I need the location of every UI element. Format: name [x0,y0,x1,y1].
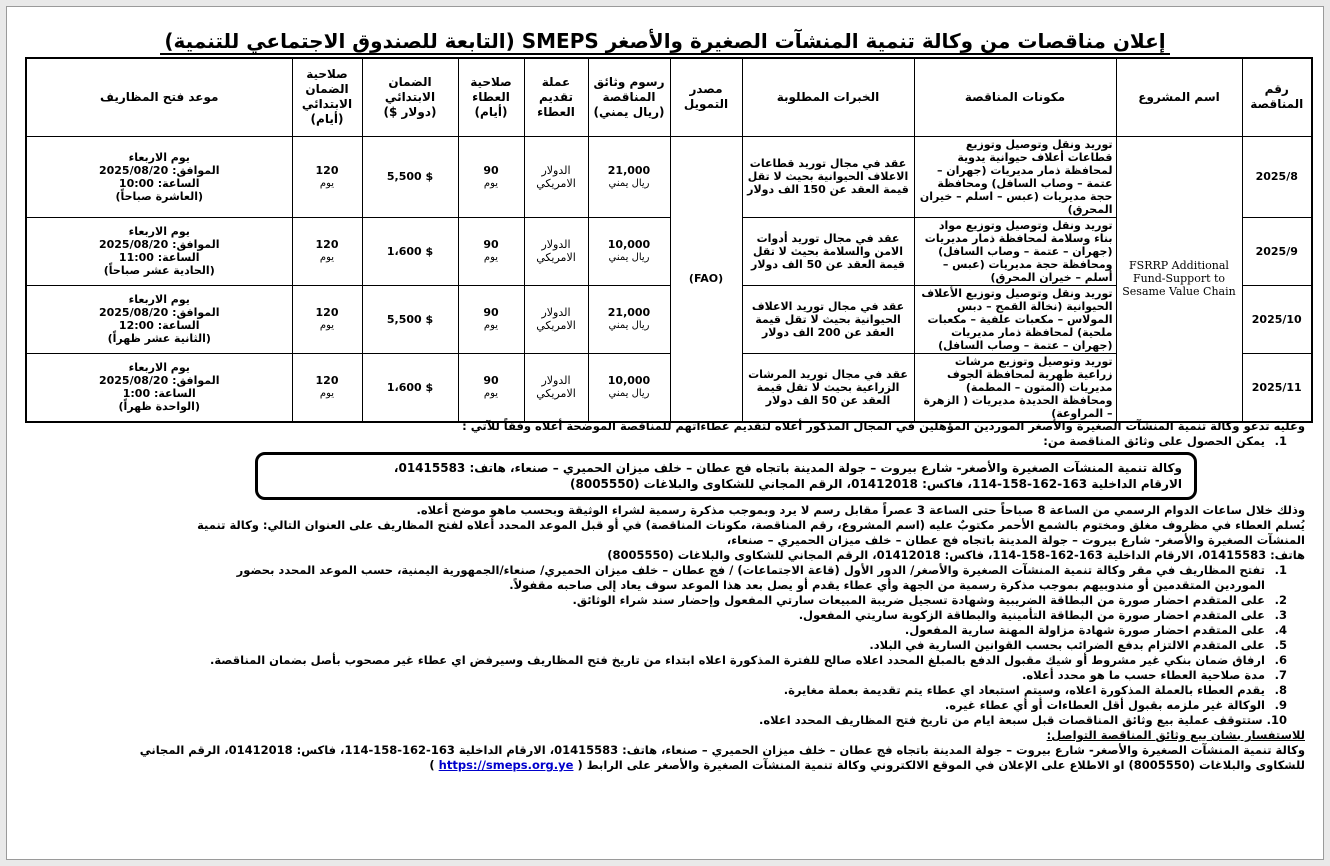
intro-text: وعليه تدعو وكالة تنمية المنشآت الصغيرة والأصغر الموردين المؤهلين في المجال المذكور أعلاه لتقديم عطاءاتهم للمناقصة الموضحة أعلاه وفقاً للآتي : [462,419,1305,433]
opening-date [26,136,292,217]
guarantee-validity-value: 120 [315,374,339,387]
submission-text-1: يُسلم العطاء في مظروف مغلق ومختوم بالشمع الأحمر مكتوبٌ عليه (اسم المشروع، رقم المناقصة، مكونات المناقصة) في أو قبل الموعد المحدد أعلاه لفتح المظاريف على العنوان التالي: وكالة تنمية [197,518,1305,532]
project-name: FSRRP Additional Fund-Support to Sesame Value Chain [1116,136,1242,422]
contact-box [255,452,1197,500]
bid-currency: الدولار الامريكي [524,136,588,217]
opening-date-value: الموافق: 2025/08/20 [98,374,220,387]
header-experience: الخبرات المطلوبة [742,58,914,136]
opening-time-words: (الثانية عشر ظهراً) [107,332,211,345]
required-experience: عقد في مجال توريد قطاعات الاعلاف الحيوانية بحيث لا تقل قيمة العقد عن 150 الف دولار [742,136,914,217]
opening-date [26,285,292,353]
opening-time-words: (الحادية عشر صباحاً) [103,264,215,277]
term-item [25,638,1305,653]
submission-text-2: المنشآت الصغيرة والأصغر- شارع بيروت – جولة المدينة باتجاه فج عطان – خلف ميزان الحميري – صنعاء، [726,533,1305,547]
fee-unit: ريال يمني [608,320,650,331]
opening-day: يوم الاربعاء [128,225,190,238]
contact-line-1: وكالة تنمية المنشآت الصغيرة والأصغر- شارع بيروت – جولة المدينة باتجاه فج عطان – خلف ميزان الحميري – صنعاء، هاتف: 01415583، الارقام الداخلية 163-162-158-114، فاكس: 01412018، الرقم المجاني [139,743,1305,757]
validity-unit: يوم [483,388,499,399]
term-number: 4. [1274,623,1287,637]
bid-guarantee: $ 5,500 [362,136,458,217]
opening-time: الساعة: 1:00 [122,387,196,400]
term-number: 10. [1266,713,1287,727]
guarantee-validity-unit: يوم [319,177,335,189]
fee-value: 21,000 [607,306,651,319]
opening-time-words: (العاشرة صباحاً) [115,189,204,203]
bid-currency: الدولار الامريكي [524,353,588,422]
validity-unit: يوم [483,177,499,189]
funding-source: (FAO) [670,136,742,422]
tender-number: 2025/9 [1242,217,1312,285]
tender-announcement-page [6,6,1324,860]
term-item [25,563,1305,578]
validity-value: 90 [483,306,499,319]
document-fee [588,217,670,285]
term-text: على المتقدم احضار صورة من البطاقة التأمينية والبطاقة الزكوية ساريتي المفعول. [798,608,1265,622]
guarantee-validity-unit: يوم [319,320,335,331]
term-item [25,668,1305,683]
guarantee-validity [292,136,362,217]
opening-day: يوم الاربعاء [128,293,190,306]
term-number: 6. [1274,653,1287,667]
announcement-body [25,419,1305,773]
table-header-row [26,58,1312,136]
opening-day: يوم الاربعاء [128,361,190,374]
header-no: رقم المناقصة [1242,58,1312,136]
header-validity: صلاحية العطاء (أيام) [458,58,524,136]
bid-validity [458,136,524,217]
fee-value: 21,000 [607,163,651,177]
header-currency: عملة تقديم العطاء [524,58,588,136]
term-text: ستتوقف عملية بيع وثائق المناقصات قبل سبعة ايام من تاريخ فتح المظاريف المحدد اعلاه. [759,713,1263,727]
tender-components: توريد ونقل وتوصيل وتوزيع قطاعات أعلاف حيوانية يدوية لمحافظة ذمار مديريات (جهران – عتمة – وصاب السافل) ومحافظة حجة مديريات (عبس – اسلم – خيران المحرق) [914,136,1116,217]
opening-time: الساعة: 11:00 [118,251,200,264]
document-fee [588,353,670,422]
header-funding: مصدر التمويل [670,58,742,136]
bid-validity [458,217,524,285]
submission-text-3: هاتف: 01415583، الارقام الداخلية 163-162-158-114، فاكس: 01412018، الرقم المجاني للشكاوى والبلاغات (8005550) [607,548,1305,562]
bid-guarantee: $ 1،600 [362,353,458,422]
required-experience: عقد في مجال توريد الاعلاف الحيوانية بحيث لا تقل قيمة العقد عن 200 الف دولار [742,285,914,353]
term-item [25,623,1305,638]
fee-value: 10,000 [607,374,651,387]
term-number: 2. [1274,593,1287,607]
working-hours-text: وذلك خلال ساعات الدوام الرسمي من الساعة 8 صباحاً حتى الساعة 3 عصراً مقابل رسم لا يرد وبموجب مذكرة رسمية لشراء الوثيقة وبحسب ماهو موضح أعلاه. [416,503,1305,517]
bid-validity [458,285,524,353]
tender-components: توريد ونقل وتوصيل وتوزيع الأعلاف الحيوانية (نخالة القمح – دبس المولاس – مكعبات علفية – مكعبات ملحية) لمحافظة ذمار مديريات (جهران – عتمة – وصاب السافل) [914,285,1116,353]
item-1-number: 1. [1274,434,1287,448]
guarantee-validity [292,217,362,285]
terms-list [25,563,1305,728]
header-guarantee: الضمان الابتدائي (دولار $) [362,58,458,136]
header-fees: رسوم وثائق المناقصة (ريال يمني) [588,58,670,136]
opening-date-value: الموافق: 2025/08/20 [98,238,220,251]
bid-guarantee: $ 5,500 [362,285,458,353]
term-item [25,683,1305,698]
term-text: مدة صلاحية العطاء حسب ما هو محدد أعلاه. [1022,668,1265,682]
fee-unit: ريال يمني [608,388,650,399]
item-1-text: يمكن الحصول على وثائق المناقصة من: [1043,434,1265,448]
header-project: اسم المشروع [1116,58,1242,136]
bid-validity [458,353,524,422]
guarantee-validity-unit: يوم [319,252,335,263]
term-text: على المتقدم احضار صورة شهادة مزاولة المهنة سارية المفعول. [904,623,1265,637]
tender-number: 2025/8 [1242,136,1312,217]
page-title [7,29,1323,53]
opening-time-words: (الواحدة ظهراً) [118,400,200,413]
guarantee-validity [292,285,362,353]
header-components: مكونات المناقصة [914,58,1116,136]
bid-guarantee: $ 1،600 [362,217,458,285]
required-experience: عقد في مجال توريد المرشات الزراعية بحيث لا تقل قيمة العقد عن 50 الف دولار [742,353,914,422]
term-item [25,698,1305,713]
document-fee [588,136,670,217]
opening-day: يوم الاربعاء [128,150,190,164]
validity-unit: يوم [483,252,499,263]
term-text: الوكالة غير ملزمه بقبول أقل العطاءات أو أي عطاء غيره. [944,698,1265,712]
term-text: على المتقدم احضار صورة من البطاقة الضريبية وشهادة تسجيل ضريبة المبيعات سارتي المفعول وإحضار سند شراء الوثائق. [572,593,1265,607]
title-text: إعلان مناقصات من وكالة تنمية المنشآت الصغيرة والأصغر SMEPS (التابعة للصندوق الاجتماعي للتنمية) [160,29,1169,55]
term-text: الموردين المتقدمين أو مندوبيهم بموجب مذكرة رسمية من الجهة وأي عطاء يقدم أو يصل بعد هذا الموعد سوف يعاد إلى صاحبه مقفولاً. [509,578,1265,592]
contact-box-line-1: وكالة تنمية المنشآت الصغيرة والأصغر- شارع بيروت – جولة المدينة باتجاه فج عطان – خلف ميزان الحميري – صنعاء، هاتف: 01415583، [393,461,1182,475]
guarantee-validity [292,353,362,422]
validity-value: 90 [483,374,499,387]
website-link[interactable]: https://smeps.org.ye [438,758,574,772]
term-item [25,593,1305,608]
guarantee-validity-value: 120 [315,306,339,319]
term-item [25,653,1305,668]
term-number: 5. [1274,638,1287,652]
fee-unit: ريال يمني [608,177,650,189]
opening-time: الساعة: 10:00 [118,176,200,190]
table-row [26,136,1312,217]
validity-unit: يوم [483,320,499,331]
bid-currency: الدولار الامريكي [524,285,588,353]
validity-value: 90 [483,163,499,177]
term-text: يقدم العطاء بالعملة المذكورة اعلاه، وسيتم استبعاد اي عطاء يتم تقديمة بعملة مغايرة. [783,683,1265,697]
tender-components: توريد وتوصيل وتوزيع مرشات زراعية ظهرية لمحافظة الجوف مديريات (المتون – المطمة) ومحافظة الحديدة مديريات ( الزهرة – المراوعة) [914,353,1116,422]
opening-date [26,217,292,285]
term-number: 8. [1274,683,1287,697]
term-text: على المتقدم الالتزام بدفع الضرائب بحسب القوانين السارية في البلاد. [869,638,1265,652]
tender-table [25,57,1313,423]
opening-date-value: الموافق: 2025/08/20 [98,306,220,319]
contact-box-line-2: الارقام الداخلية 163-162-158-114، فاكس: 01412018، الرقم المجاني للشكاوى والبلاغات (8005550) [570,477,1182,491]
opening-time: الساعة: 12:00 [118,319,200,332]
term-item [25,713,1305,728]
tender-number: 2025/11 [1242,353,1312,422]
fee-value: 10,000 [607,238,651,251]
bid-currency: الدولار الامريكي [524,217,588,285]
opening-date [26,353,292,422]
inquiry-heading: للاستفسار بشان بيع وثائق المناقصة التواصل: [1046,728,1305,742]
required-experience: عقد في مجال توريد أدوات الامن والسلامة بحيث لا تقل قيمة العقد عن 50 الف دولار [742,217,914,285]
term-text: تفتح المظاريف في مقر وكالة تنمية المنشآت الصغيرة والأصغر/ الدور الأول (قاعة الاجتماعات) / فج عطان – خلف ميزان الحميري/ صنعاء/الجمهورية اليمنية، حسب الموعد المحدد بحضور [236,563,1265,577]
tender-components: توريد ونقل وتوصيل وتوزيع مواد بناء وسلامة لمحافظة ذمار مديريات (جهران – عتمة – وصاب السافل) ومحافظة حجة مديريات (عبس – أسلم – خيران المحرق) [914,217,1116,285]
opening-date-value: الموافق: 2025/08/20 [98,163,220,177]
term-number: 7. [1274,668,1287,682]
term-number: 1. [1274,563,1287,577]
validity-value: 90 [483,238,499,251]
item-1 [25,434,1305,449]
term-item [25,608,1305,623]
term-number: 9. [1274,698,1287,712]
term-item [25,578,1305,593]
header-guarantee-validity: صلاحية الضمان الابتدائي (أيام) [292,58,362,136]
contact-line-2-text: للشكاوى والبلاغات (8005550) او الاطلاع على الإعلان في الموقع الالكتروني وكالة تنمية المنشآت الصغيرة والأصغر على الرابط ( [577,758,1305,772]
header-opening: موعد فتح المظاريف [26,58,292,136]
guarantee-validity-unit: يوم [319,388,335,399]
contact-line-2 [25,758,1305,773]
fee-unit: ريال يمني [608,252,650,263]
guarantee-validity-value: 120 [315,163,339,177]
contact-line-2-end: ) [429,758,435,772]
document-fee [588,285,670,353]
term-number: 3. [1274,608,1287,622]
tender-number: 2025/10 [1242,285,1312,353]
guarantee-validity-value: 120 [315,238,339,251]
term-text: ارفاق ضمان بنكي غير مشروط أو شيك مقبول الدفع بالمبلغ المحدد اعلاه صالح للفترة المذكورة اعلاه ابتداء من تاريخ فتح المظاريف وسيرفض اي عطاء غير مصحوب بأصل بضمان المناقصة. [209,653,1265,667]
